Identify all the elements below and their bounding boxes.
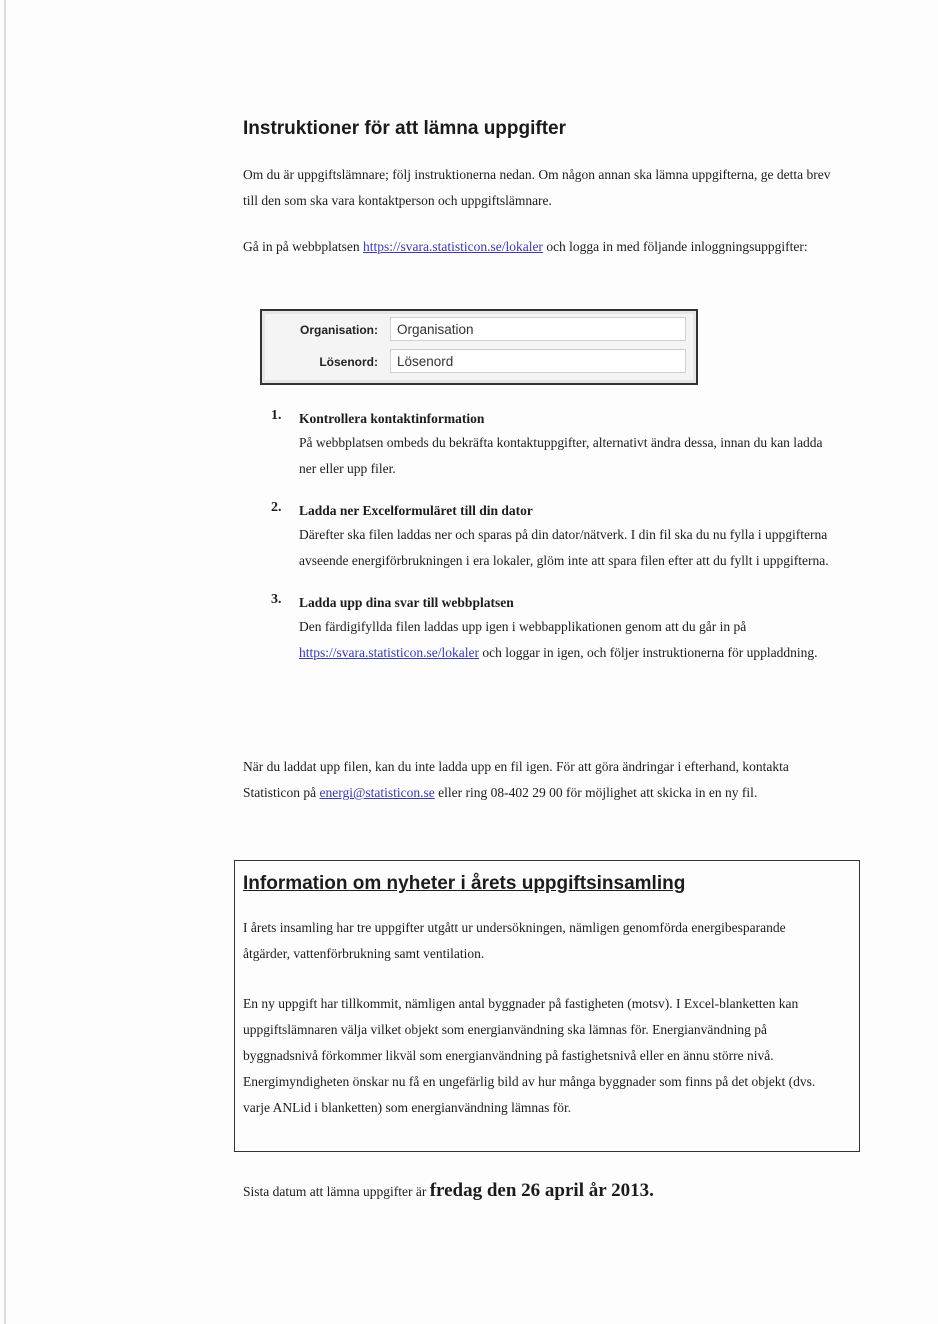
step-number: 2. — [271, 500, 282, 515]
login-credentials-box — [260, 309, 698, 385]
info-paragraph-2: En ny uppgift har tillkommit, nämligen antal byggnader på fastigheten (motsv). I Excel-blanketten kan uppgiftslämnaren välja vilket objekt som energianvändning ska lämnas för. Energianvändning på byggnadsnivå förkommer likväl som energianvändning på fastighetsnivå eller en ännu större nivå. Energimyndigheten önskar nu få en ungefärlig bild av hur många byggnader som finns på det objekt (dvs. varje ANLid i blanketten) som energianvändning lämnas för. — [243, 996, 816, 1115]
page-title: Instruktioner för att lämna uppgifter — [243, 118, 567, 139]
step-item — [243, 592, 843, 666]
instruction-steps — [243, 408, 843, 684]
password-field: Lösenord — [390, 349, 686, 373]
step-body: På webbplatsen ombeds du bekräfta kontaktuppgifter, alternativt ändra dessa, innan du kan ladda ner eller upp filer. — [299, 435, 823, 476]
contact-email-link[interactable]: energi@statisticon.se — [319, 785, 435, 800]
step-title: Ladda ner Excelformuläret till din dator — [299, 503, 533, 518]
password-label: Lösenord: — [319, 355, 378, 369]
website-link[interactable]: https://svara.statisticon.se/lokaler — [362, 239, 543, 254]
document-content — [243, 118, 843, 1201]
step-number: 1. — [271, 408, 282, 423]
step-number: 3. — [271, 592, 282, 607]
news-info-box — [234, 860, 860, 1152]
after-upload-paragraph — [243, 754, 823, 806]
after-text-after: eller ring 08-402 29 00 för möjlighet att skicka in en ny fil. — [434, 785, 758, 800]
page-scan-edge — [4, 0, 6, 1324]
step-title: Kontrollera kontaktinformation — [299, 411, 485, 426]
organisation-label: Organisation: — [299, 323, 378, 337]
step-body-before: Den färdigifyllda filen laddas upp igen i webbapplikationen genom att du går in på — [299, 619, 747, 634]
deadline-date: fredag den 26 april år 2013. — [429, 1180, 654, 1201]
step-title: Ladda upp dina svar till webbplatsen — [299, 595, 514, 610]
info-paragraph-1: I årets insamling har tre uppgifter utgått ur undersökningen, nämligen genomförda energibesparande åtgärder, vattenförbrukning samt ventilation. — [243, 920, 786, 961]
deadline-line — [243, 1180, 654, 1202]
organisation-field: Organisation — [390, 317, 686, 341]
after-text-before: När du laddat upp filen, kan du inte ladda upp en fil igen. För att göra ändringar i efterhand, kontakta Statisticon på — [243, 759, 789, 800]
goto-paragraph — [243, 234, 838, 260]
step-item — [243, 500, 843, 574]
upload-website-link[interactable]: https://svara.statisticon.se/lokaler — [299, 645, 479, 660]
step-body-after: och loggar in igen, och följer instruktionerna för uppladdning. — [478, 645, 818, 660]
goto-text-after: och logga in med följande inloggningsuppgifter: — [542, 239, 808, 254]
password-row — [262, 349, 696, 375]
info-title: Information om nyheter i årets uppgiftsinsamling — [243, 873, 686, 894]
deadline-lead: Sista datum att lämna uppgifter är — [243, 1184, 430, 1199]
step-body: Därefter ska filen laddas ner och sparas på din dator/nätverk. I din fil ska du nu fylla i uppgifterna avseende energiförbrukningen i era lokaler, glöm inte att spara filen efter att du fyllt i uppgifterna. — [299, 527, 829, 568]
organisation-row — [262, 317, 696, 343]
step-body — [299, 614, 839, 666]
goto-text-before: Gå in på webbplatsen — [243, 239, 363, 254]
intro-paragraph: Om du är uppgiftslämnare; följ instruktionerna nedan. Om någon annan ska lämna uppgifterna, ge detta brev till den som ska vara kontaktperson och uppgiftslämnare. — [243, 167, 831, 208]
step-item — [243, 408, 843, 482]
